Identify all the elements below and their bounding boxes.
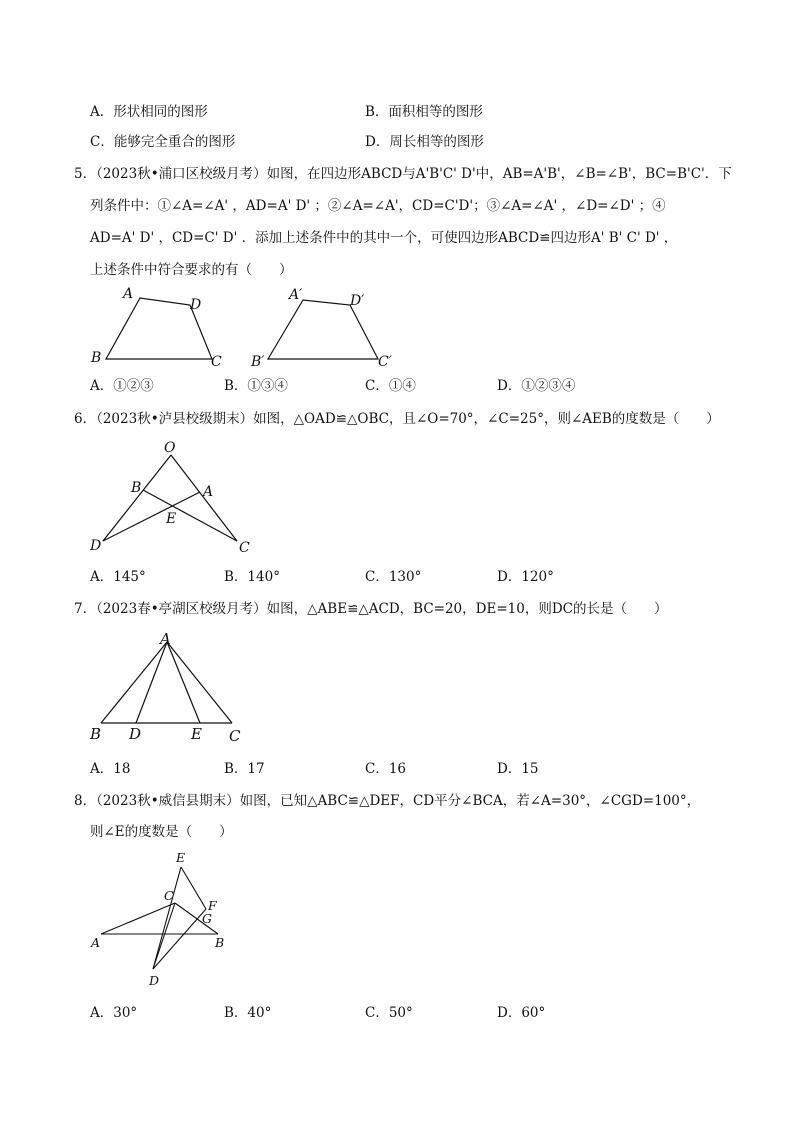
q4-option-d: D．周长相等的图形: [365, 134, 484, 150]
q7-option-c: C．16: [365, 761, 407, 777]
q5-stem-line1: 5．（2023秋•浦口区校级月考）如图，在四边形ABCD与A'B'C' D'中，AB=A'B'，∠B=∠B'，BC=B'C'．下: [74, 166, 732, 182]
q6-label-e: E: [166, 511, 177, 527]
q7-label-c: C: [229, 727, 241, 745]
q4-option-c: C．能够完全重合的图形: [90, 134, 236, 150]
q6-option-b: B．140°: [224, 569, 280, 585]
q5-label-c: C: [211, 354, 222, 370]
q8-label-e: E: [176, 850, 186, 865]
q8-label-c: C: [164, 888, 174, 903]
q5-option-d: D．①②③④: [497, 378, 576, 394]
q7-label-b: B: [90, 725, 102, 743]
q6-option-c: C．130°: [365, 569, 422, 585]
q6-option-a: A．145°: [90, 569, 146, 585]
q5-option-b: B．①③④: [224, 378, 288, 394]
q6-label-c: C: [239, 540, 250, 556]
q7-option-d: D．15: [497, 761, 539, 777]
q7-option-b: B．17: [224, 761, 265, 777]
q8-option-b: B．40°: [224, 1005, 272, 1021]
q4-option-b: B．面积相等的图形: [365, 104, 483, 120]
q5-stem-line4: 上述条件中符合要求的有（ ）: [90, 262, 293, 278]
q5-stem-line3: AD=A' D' ，CD=C' D' ．添加上述条件中的其中一个，可使四边形ABCD≌四边形A' B' C' D' ，: [90, 230, 678, 246]
q6-label-o: O: [164, 440, 176, 456]
q5-label-a2: A′: [289, 287, 303, 303]
q7-option-a: A．18: [90, 761, 131, 777]
line-cd: [153, 903, 175, 969]
q8-label-a: A: [91, 935, 101, 950]
q8-label-d: D: [149, 973, 160, 988]
q6-stem-line1: 6．（2023秋•泸县校级期末）如图，△OAD≌△OBC，且∠O=70°，∠C=25°，则∠AEB的度数是（ ）: [74, 411, 720, 427]
q7-label-a: A: [160, 630, 171, 648]
q5-label-d2: D′: [350, 293, 365, 309]
q8-label-g: G: [202, 911, 212, 926]
line-fe: [181, 867, 206, 909]
q8-option-d: D．60°: [497, 1005, 546, 1021]
q5-option-a: A．①②③: [90, 378, 154, 394]
q5-label-b: B: [91, 350, 102, 366]
q7-stem-line1: 7．（2023春•亭湖区校级月考）如图，△ABE≌△ACD，BC=20，DE=10，则DC的长是（ ）: [74, 601, 668, 617]
q8-stem-line2: 则∠E的度数是（ ）: [90, 824, 233, 840]
q8-option-c: C．50°: [365, 1005, 413, 1021]
q4-option-a: A．形状相同的图形: [90, 104, 208, 120]
q5-option-c: C．①④: [365, 378, 416, 394]
q5-label-d: D: [190, 297, 202, 313]
q6-label-d: D: [90, 538, 102, 554]
q6-option-d: D．120°: [497, 569, 554, 585]
q7-label-d: D: [129, 725, 142, 743]
q8-label-b: B: [215, 935, 225, 950]
q5-label-b2: B′: [251, 354, 265, 370]
q8-option-a: A．30°: [90, 1005, 138, 1021]
q6-label-b: B: [131, 480, 142, 496]
q5-label-c2: C′: [378, 354, 392, 370]
q6-label-a: A: [203, 484, 214, 500]
q8-label-f: F: [208, 898, 217, 913]
q5-stem-line2: 列条件中：①∠A=∠A' ，AD=A' D' ；②∠A=∠A'，CD=C'D'；③∠A=∠A' ，∠D=∠D' ；④: [90, 198, 666, 214]
q5-label-a: A: [123, 286, 134, 302]
q7-label-e: E: [191, 725, 202, 743]
q8-stem-line1: 8．（2023秋•威信县期末）如图，已知△ABC≌△DEF，CD平分∠BCA，若∠A=30°，∠CGD=100°，: [74, 793, 701, 809]
